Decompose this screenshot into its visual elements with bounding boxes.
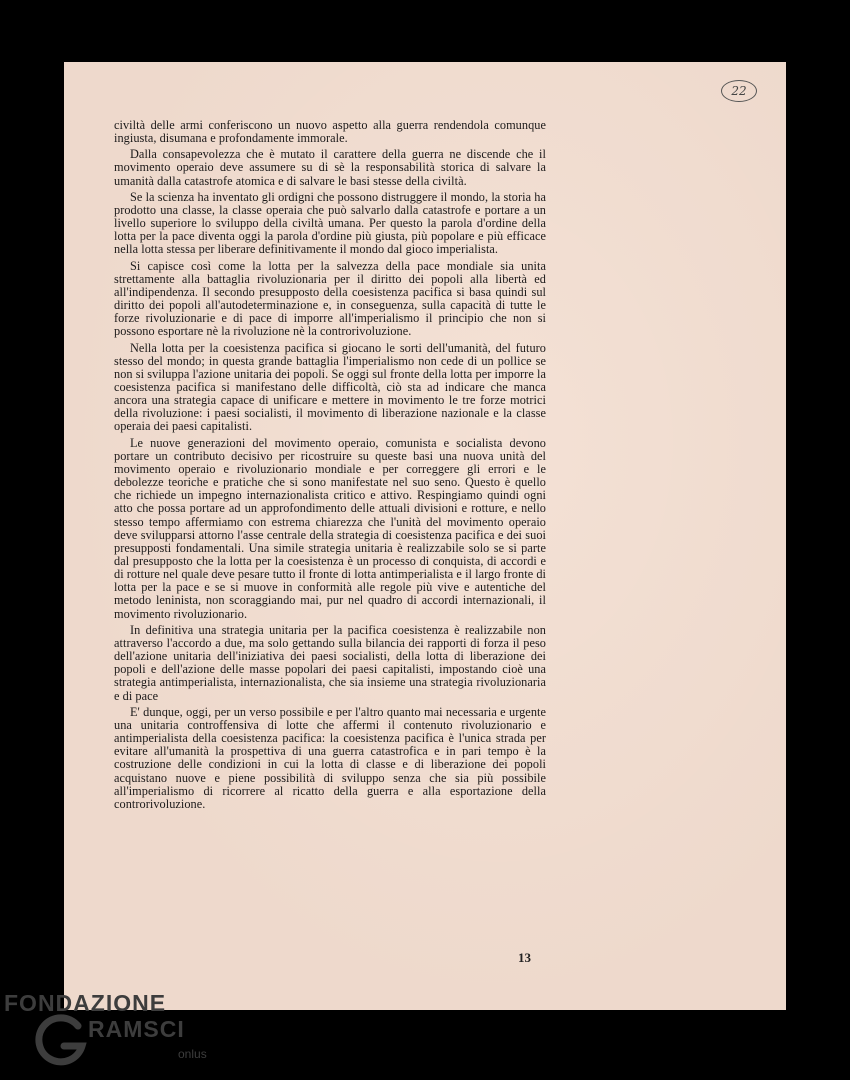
paragraph: Dalla consapevolezza che è mutato il carattere della guerra ne discende che il movimento operaio deve assumere su di sè la responsabilità storica di salvare la umanità dalla catastrofe atomica e di salvare le basi stesse della civiltà. (114, 147, 546, 188)
paragraph: Nella lotta per la coesistenza pacifica si giocano le sorti dell'umanità, del futuro stesso del mondo; in questa grande battaglia l'imperialismo non cede di un pollice se non si sviluppa l'azione unitaria dei popoli. Se oggi sul fronte della lotta per imporre la coesistenza pacifica si manifestano delle difficoltà, ciò sta ad indicare che manca ancora una strategia capace di unificare e mettere in movimento le tre forze motrici della rivoluzione: i paesi socialisti, il movimento di liberazione nazionale e la classe operaia dei paesi capitalisti. (114, 340, 546, 434)
paragraph: Si capisce così come la lotta per la salvezza della pace mondiale sia unita strettamente alla battaglia rivoluzionaria per il diritto dei popoli alla libertà ed all'indipendenza. Il secondo presupposto della coesistenza pacifica si basa quindi sul diritto dei popoli all'autodeterminazione e, in conseguenza, sulla capacità di tutte le forze rivoluzionarie e di pace di imporre all'imperialismo il principio che non si possono esportare nè la rivoluzione nè la controrivoluzione. (114, 258, 546, 339)
logo-text-onlus: onlus (178, 1047, 207, 1061)
fondazione-gramsci-logo (4, 990, 234, 1075)
body-text (114, 119, 546, 811)
archive-stamp: 22 (721, 80, 757, 102)
logo-text-gramsci: RAMSCI (88, 1016, 185, 1042)
page-number: 13 (518, 950, 531, 965)
document-page (64, 62, 786, 1010)
logo-text-fondazione: FONDAZIONE (4, 990, 167, 1016)
gramsci-g-icon (34, 1012, 90, 1068)
paragraph: Se la scienza ha inventato gli ordigni che possono distruggere il mondo, la storia ha prodotto una classe, la classe operaia che può salvarlo dalla catastrofe e portare a un livello superiore lo sviluppo della civiltà umana. Per questo la parola d'ordine della lotta per la pace diventa oggi la parola d'ordine più giusta, più popolare e più efficace nella lotta stessa per liberare definitivamente il mondo dal gioco imperialista. (114, 189, 546, 257)
paragraph: In definitiva una strategia unitaria per la pacifica coesistenza è realizzabile non attraverso l'accordo a due, ma solo gettando sulla bilancia dei rapporti di forza il peso dell'azione unitaria dell'iniziativa dei paesi socialisti, della lotta di liberazione dei popoli e dell'azione delle masse popolari dei paesi capitalisti, impostando cioè una strategia antimperialista, internazionalista, che sia insieme una strategia rivoluzionaria e di pace (114, 622, 546, 703)
paragraph: civiltà delle armi conferiscono un nuovo aspetto alla guerra rendendola comunque ingiusta, disumana e profondamente immorale. (114, 118, 546, 146)
paragraph: Le nuove generazioni del movimento operaio, comunista e socialista devono portare un contributo decisivo per ricostruire su queste basi una nuova unità del movimento operaio e rivoluzionario mondiale e per correggere gli errori e le debolezze teoriche e pratiche che si sono manifestate nel suo seno. Questo è quello che richiede un impegno internazionalista critico e attivo. Respingiamo quindi ogni atto che possa portare ad un approfondimento delle attuali divisioni e rotture, e nello stesso tempo affermiamo con estrema chiarezza che l'unità del movimento operaio deve svilupparsi attorno l'asse centrale della strategia di coesistenza pacifica e dei suoi presupposti fondamentali. Una simile strategia unitaria è realizzabile solo se si parte dal presupposto che la lotta per la coesistenza è un processo di conquista, di accordi e di rotture nel quale deve pesare tutto il fronte di lotta antimperialista e il largo fronte di lotta per la pace e se si muove in conformità alle regole più vive e autentiche del metodo leninista, non scoraggiando mai, pur nel quadro di accordi internazionali, il movimento rivoluzionario. (114, 435, 546, 621)
paragraph: E' dunque, oggi, per un verso possibile e per l'altro quanto mai necessaria e urgente una unitaria controffensiva di lotte che affermi il contenuto rivoluzionario e antimperialista della coesistenza pacifica: la coesistenza pacifica è l'unica strada per evitare all'umanità la prospettiva di una guerra catastrofica e in pari tempo è la costruzione delle condizioni in cui la lotta di classe e di liberazione dei popoli acquistano nuove e piene possibilità di sviluppo senza che sia più possibile all'imperialismo di ricorrere al ricatto della guerra e alla esportazione della controrivoluzione. (114, 704, 546, 811)
